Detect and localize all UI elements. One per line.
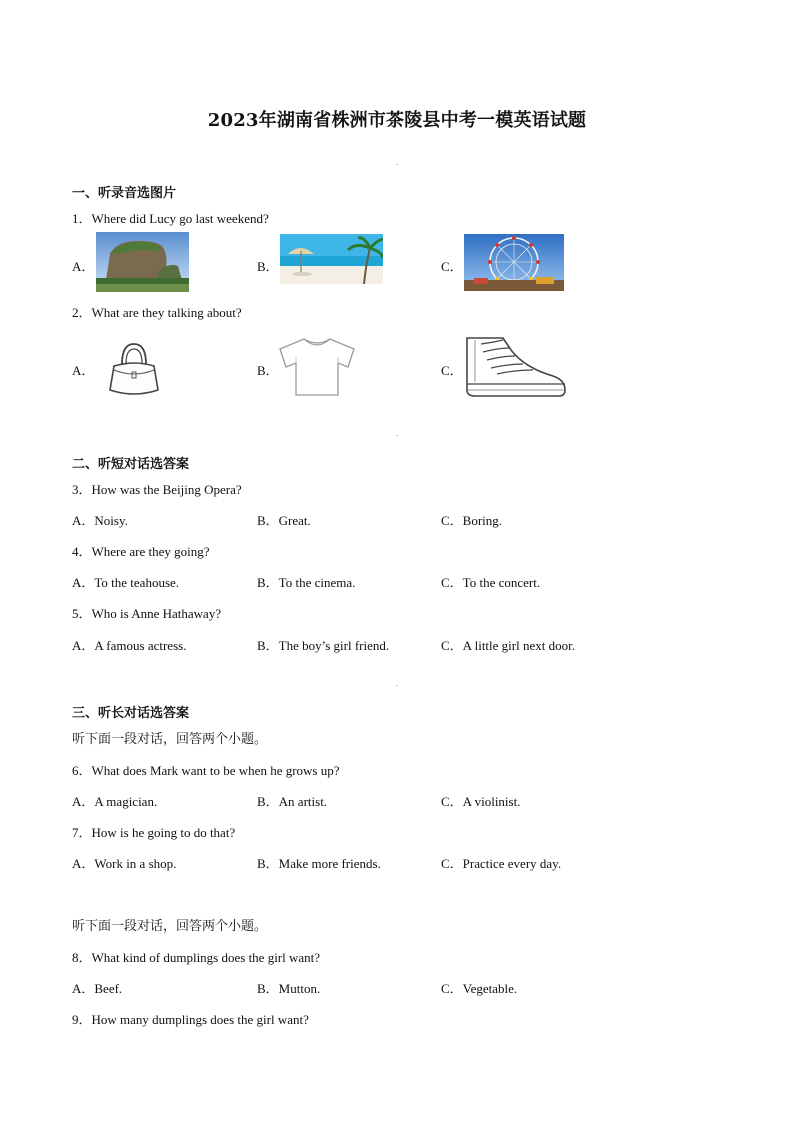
question-2-option-a: A． bbox=[72, 363, 95, 378]
question-8-option-c: C．Vegetable. bbox=[441, 981, 518, 996]
mountain-photo bbox=[96, 232, 189, 292]
question-7-stem: 7．How is he going to do that? bbox=[72, 825, 236, 840]
question-7-option-c: C．Practice every day. bbox=[441, 856, 562, 871]
section-heading-3: 三、听长对话选答案 bbox=[72, 706, 190, 721]
divider-dot bbox=[396, 435, 398, 436]
question-2-option-c: C． bbox=[441, 363, 463, 378]
divider-dot bbox=[396, 685, 398, 686]
question-6-option-a: A．A magician. bbox=[72, 794, 158, 809]
question-5-option-b: B．The boy’s girl friend. bbox=[257, 638, 390, 653]
question-6-option-b: B．An artist. bbox=[257, 794, 328, 809]
question-8-option-b: B．Mutton. bbox=[257, 981, 321, 996]
question-1-stem: 1．Where did Lucy go last weekend? bbox=[72, 211, 269, 226]
question-4-option-b: B．To the cinema. bbox=[257, 575, 356, 590]
question-4-option-c: C．To the concert. bbox=[441, 575, 541, 590]
page-title: 2023年湖南省株洲市茶陵县中考一模英语试题 bbox=[207, 110, 587, 131]
listening-instruction-2: 听下面一段对话，回答两个小题。 bbox=[72, 919, 268, 934]
question-1-option-b: B． bbox=[257, 259, 279, 274]
question-6-option-c: C．A violinist. bbox=[441, 794, 521, 809]
question-5-option-a: A．A famous actress. bbox=[72, 638, 187, 653]
question-1-option-a: A． bbox=[72, 259, 95, 274]
divider-dot bbox=[396, 164, 398, 165]
question-7-option-a: A．Work in a shop. bbox=[72, 856, 177, 871]
question-7-option-b: B．Make more friends. bbox=[257, 856, 381, 871]
question-5-option-c: C．A little girl next door. bbox=[441, 638, 575, 653]
question-2-option-b: B． bbox=[257, 363, 279, 378]
question-5-stem: 5．Who is Anne Hathaway? bbox=[72, 606, 222, 621]
question-6-stem: 6．What does Mark want to be when he grows up? bbox=[72, 763, 340, 778]
question-4-stem: 4．Where are they going? bbox=[72, 544, 210, 559]
beach-umbrella-photo bbox=[280, 234, 383, 284]
section-heading-1: 一、听录音选图片 bbox=[72, 186, 177, 201]
question-3-stem: 3．How was the Beijing Opera? bbox=[72, 482, 242, 497]
section-heading-2: 二、听短对话选答案 bbox=[72, 457, 190, 472]
question-3-option-b: B．Great. bbox=[257, 513, 311, 528]
question-1-option-c: C． bbox=[441, 259, 463, 274]
question-3-option-c: C．Boring. bbox=[441, 513, 503, 528]
question-3-option-a: A．Noisy. bbox=[72, 513, 128, 528]
question-2-stem: 2．What are they talking about? bbox=[72, 305, 242, 320]
ferris-wheel-photo bbox=[464, 234, 564, 291]
listening-instruction-1: 听下面一段对话，回答两个小题。 bbox=[72, 732, 268, 747]
question-4-option-a: A．To the teahouse. bbox=[72, 575, 180, 590]
question-8-stem: 8．What kind of dumplings does the girl want? bbox=[72, 950, 321, 965]
t-shirt-drawing bbox=[278, 337, 356, 397]
question-8-option-a: A．Beef. bbox=[72, 981, 123, 996]
handbag-drawing bbox=[106, 340, 162, 398]
sneaker-drawing bbox=[463, 334, 567, 400]
question-9-stem: 9．How many dumplings does the girl want? bbox=[72, 1012, 309, 1027]
